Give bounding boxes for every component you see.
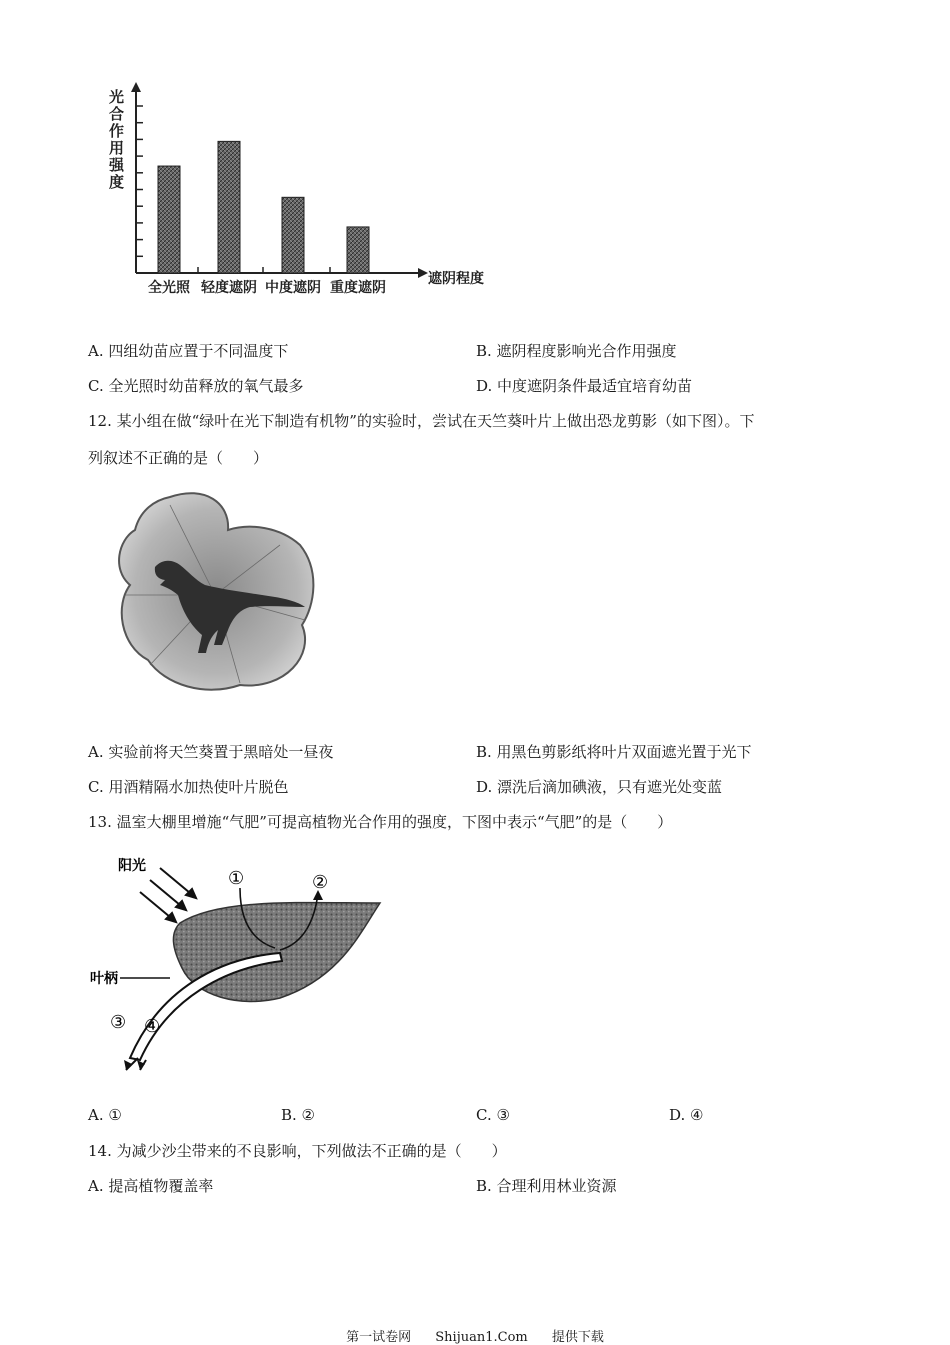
q13-option-c[interactable]: C. ③	[476, 1106, 510, 1124]
marker-2: ②	[312, 872, 329, 893]
q12-stem-line2: 列叙述不正确的是（ ）	[88, 449, 269, 467]
photosynthesis-bar-chart	[100, 78, 500, 300]
x-axis-arrow	[418, 268, 428, 278]
y-axis-label-char: 光	[109, 88, 125, 106]
q11-option-d[interactable]: D. 中度遮阴条件最适宜培育幼苗	[476, 377, 693, 395]
bar-1	[158, 166, 180, 273]
q14-stem: 14. 为减少沙尘带来的不良影响，下列做法不正确的是（ ）	[88, 1142, 507, 1160]
y-axis-arrow	[131, 82, 141, 92]
q14-option-a[interactable]: A. 提高植物覆盖率	[88, 1177, 214, 1195]
q12-option-b[interactable]: B. 用黑色剪影纸将叶片双面遮光置于光下	[476, 743, 752, 761]
y-axis-label-char: 度	[109, 173, 125, 191]
footer-note: 提供下载	[551, 1330, 604, 1345]
sunlight-arrows	[140, 868, 196, 922]
q12-option-a[interactable]: A. 实验前将天竺葵置于黑暗处一昼夜	[88, 743, 334, 761]
q13-stem: 13. 温室大棚里增施“气肥”可提高植物光合作用的强度，下图中表示“气肥”的是（ ）	[88, 813, 673, 831]
footer-site-en[interactable]: Shijuan1.Com	[435, 1330, 528, 1345]
q13-option-d[interactable]: D. ④	[669, 1106, 704, 1124]
y-axis-label	[108, 88, 125, 191]
y-axis-label-char: 合	[109, 105, 125, 123]
y-axis-label-char: 作	[109, 122, 125, 140]
bar-3	[282, 197, 304, 273]
page-footer	[0, 1326, 950, 1345]
q12-option-d[interactable]: D. 漂洗后滴加碘液，只有遮光处变蓝	[476, 778, 723, 796]
marker-3: ③	[110, 1012, 127, 1033]
x-axis-label: 遮阴程度	[428, 271, 484, 287]
q14-option-b[interactable]: B. 合理利用林业资源	[476, 1177, 617, 1195]
marker-1: ①	[228, 868, 245, 889]
leaf-gas-exchange-diagram	[90, 848, 390, 1078]
footer-site-cn[interactable]: 第一试卷网	[346, 1330, 412, 1345]
x-category-label: 中度遮阴	[265, 280, 321, 296]
x-category-label: 轻度遮阴	[201, 280, 257, 296]
q11-option-c[interactable]: C. 全光照时幼苗释放的氧气最多	[88, 377, 304, 395]
q13-option-a[interactable]: A. ①	[88, 1106, 122, 1124]
x-category-label: 重度遮阴	[330, 280, 386, 296]
bar-2	[218, 141, 240, 273]
y-axis-label-char: 强	[109, 156, 125, 174]
petiole-label: 叶柄	[90, 971, 118, 987]
x-category-label: 全光照	[148, 280, 190, 296]
marker-4: ④	[144, 1016, 161, 1037]
q11-option-a[interactable]: A. 四组幼苗应置于不同温度下	[88, 342, 289, 360]
geranium-leaf-dinosaur-image	[110, 485, 320, 700]
sunlight-label: 阳光	[118, 858, 146, 874]
bar-4	[347, 227, 369, 273]
q11-option-b[interactable]: B. 遮阴程度影响光合作用强度	[476, 342, 677, 360]
y-axis-label-char: 用	[109, 139, 125, 157]
q12-stem-line1: 12. 某小组在做“绿叶在光下制造有机物”的实验时，尝试在天竺葵叶片上做出恐龙剪影（如下图）。下	[88, 412, 755, 430]
q12-option-c[interactable]: C. 用酒精隔水加热使叶片脱色	[88, 778, 289, 796]
q13-option-b[interactable]: B. ②	[281, 1106, 316, 1124]
